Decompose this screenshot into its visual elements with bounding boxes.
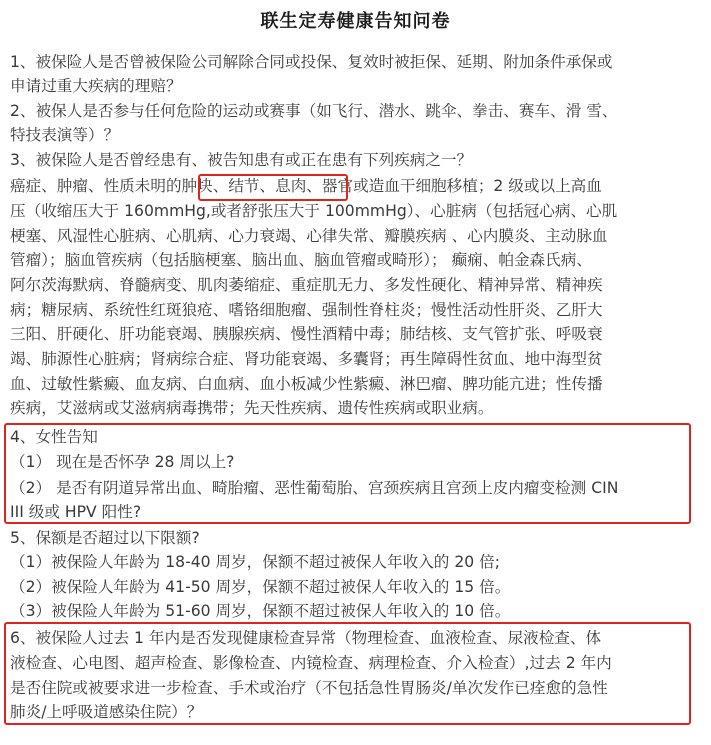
q3-disease-line-7: 三阳、肝硬化、肝功能衰竭、胰腺疾病、慢性酒精中毒；肺结核、支气管扩张、呼吸衰 [10,325,603,343]
q3-question: 3、被保险人是否曾经患有、被告知患有或正在患有下列疾病之一？ [10,151,473,169]
highlight-female-disclosure [4,423,691,524]
q1-line-2: 申请过重大疾病的理赔？ [10,77,182,95]
highlight-lump-nodule-polyp [198,174,348,201]
q1-line-1: 1、被保险人是否曾被保险公司解除合同或投保、复效时被拒保、延期、附加条件承保或 [10,53,613,71]
q4-item-1: （1） 现在是否怀孕 28 周以上? [10,453,235,471]
q3-disease-line-8: 竭、肺源性心脏病；肾病综合症、肾功能衰竭、多囊肾；再生障碍性贫血、地中海型贫 [10,350,603,368]
q6-line-4: 肺炎/上呼吸道感染住院）？ [10,703,203,721]
q3-disease-line-10: 疾病，艾滋病或艾滋病病毒携带；先天性疾病、遗传性疾病或职业病。 [10,399,494,417]
q3-disease-line-6: 病；糖尿病、系统性红斑狼疮、嗜铬细胞瘤、强制性脊柱炎；慢性活动性肝炎、乙肝大 [10,301,603,319]
document-title: 联生定寿健康告知问卷 [260,11,451,32]
q3-disease-line-9: 血、过敏性紫癜、血友病、白血病、血小板减少性紫癜、淋巴瘤、脾功能亢进；性传播 [10,375,603,393]
q6-line-3: 是否住院或被要求进一步检查、手术或治疗（不包括急性胃肠炎/单次发作已痊愈的急性 [10,679,608,697]
q5-item-2: （2）被保险人年龄为 41-50 周岁，保额不超过被保人年收入的 15 倍。 [10,578,511,596]
q3-disease-line-1: 癌症、肿瘤、性质未明的肿块、结节、息肉、器官或造血干细胞移植；2 级或以上高血 [10,177,602,195]
q3-disease-line-5: 阿尔茨海默病、脊髓病变、肌肉萎缩症、重症肌无力、多发性硬化、精神异常、精神疾 [10,276,603,294]
q3-disease-line-4: 管瘤）；脑血管疾病（包括脑梗塞、脑出血、脑血管瘤或畸形）； 癫痫、帕金森氏病、 [10,251,592,269]
q4-heading: 4、女性告知 [10,428,98,446]
q2-line-1: 2、被保人是否参与任何危险的运动或赛事（如飞行、潜水、跳伞、拳击、赛车、滑 雪、 [10,102,618,120]
q3-disease-line-3: 梗塞、风湿性心脏病、心肌病、心力衰竭、心律失常、瓣膜疾病 、心内膜炎、主动脉血 [10,227,608,245]
q5-item-1: （1）被保险人年龄为 18-40 周岁，保额不超过被保人年收入的 20 倍; [10,553,501,571]
q6-line-1: 6、被保险人过去 1 年内是否发现健康检查异常（物理检查、血液检查、尿液检查、体 [10,629,602,647]
q6-line-2: 液检查、心电图、超声检查、影像检查、内镜检查、病理检查、介入检查）,过去 2 年内 [10,654,612,672]
q4-item-2-cont: III 级或 HPV 阳性? [10,503,142,521]
q3-disease-line-2: 压（收缩压大于 160mmHg,或者舒张压大于 100mmHg）、心脏病（包括冠心病、心肌 [10,202,618,220]
highlight-health-check-question [4,622,691,725]
q5-heading: 5、保额是否超过以下限额? [10,529,200,547]
q4-item-2: （2） 是否有阴道异常出血、畸胎瘤、恶性葡萄胎、宫颈疾病且宫颈上皮内瘤变检测 CIN [10,479,619,497]
q5-item-3: （3）被保险人年龄为 51-60 周岁，保额不超过被保人年收入的 10 倍。 [10,602,511,620]
q2-line-2: 特技表演等）？ [10,126,120,144]
